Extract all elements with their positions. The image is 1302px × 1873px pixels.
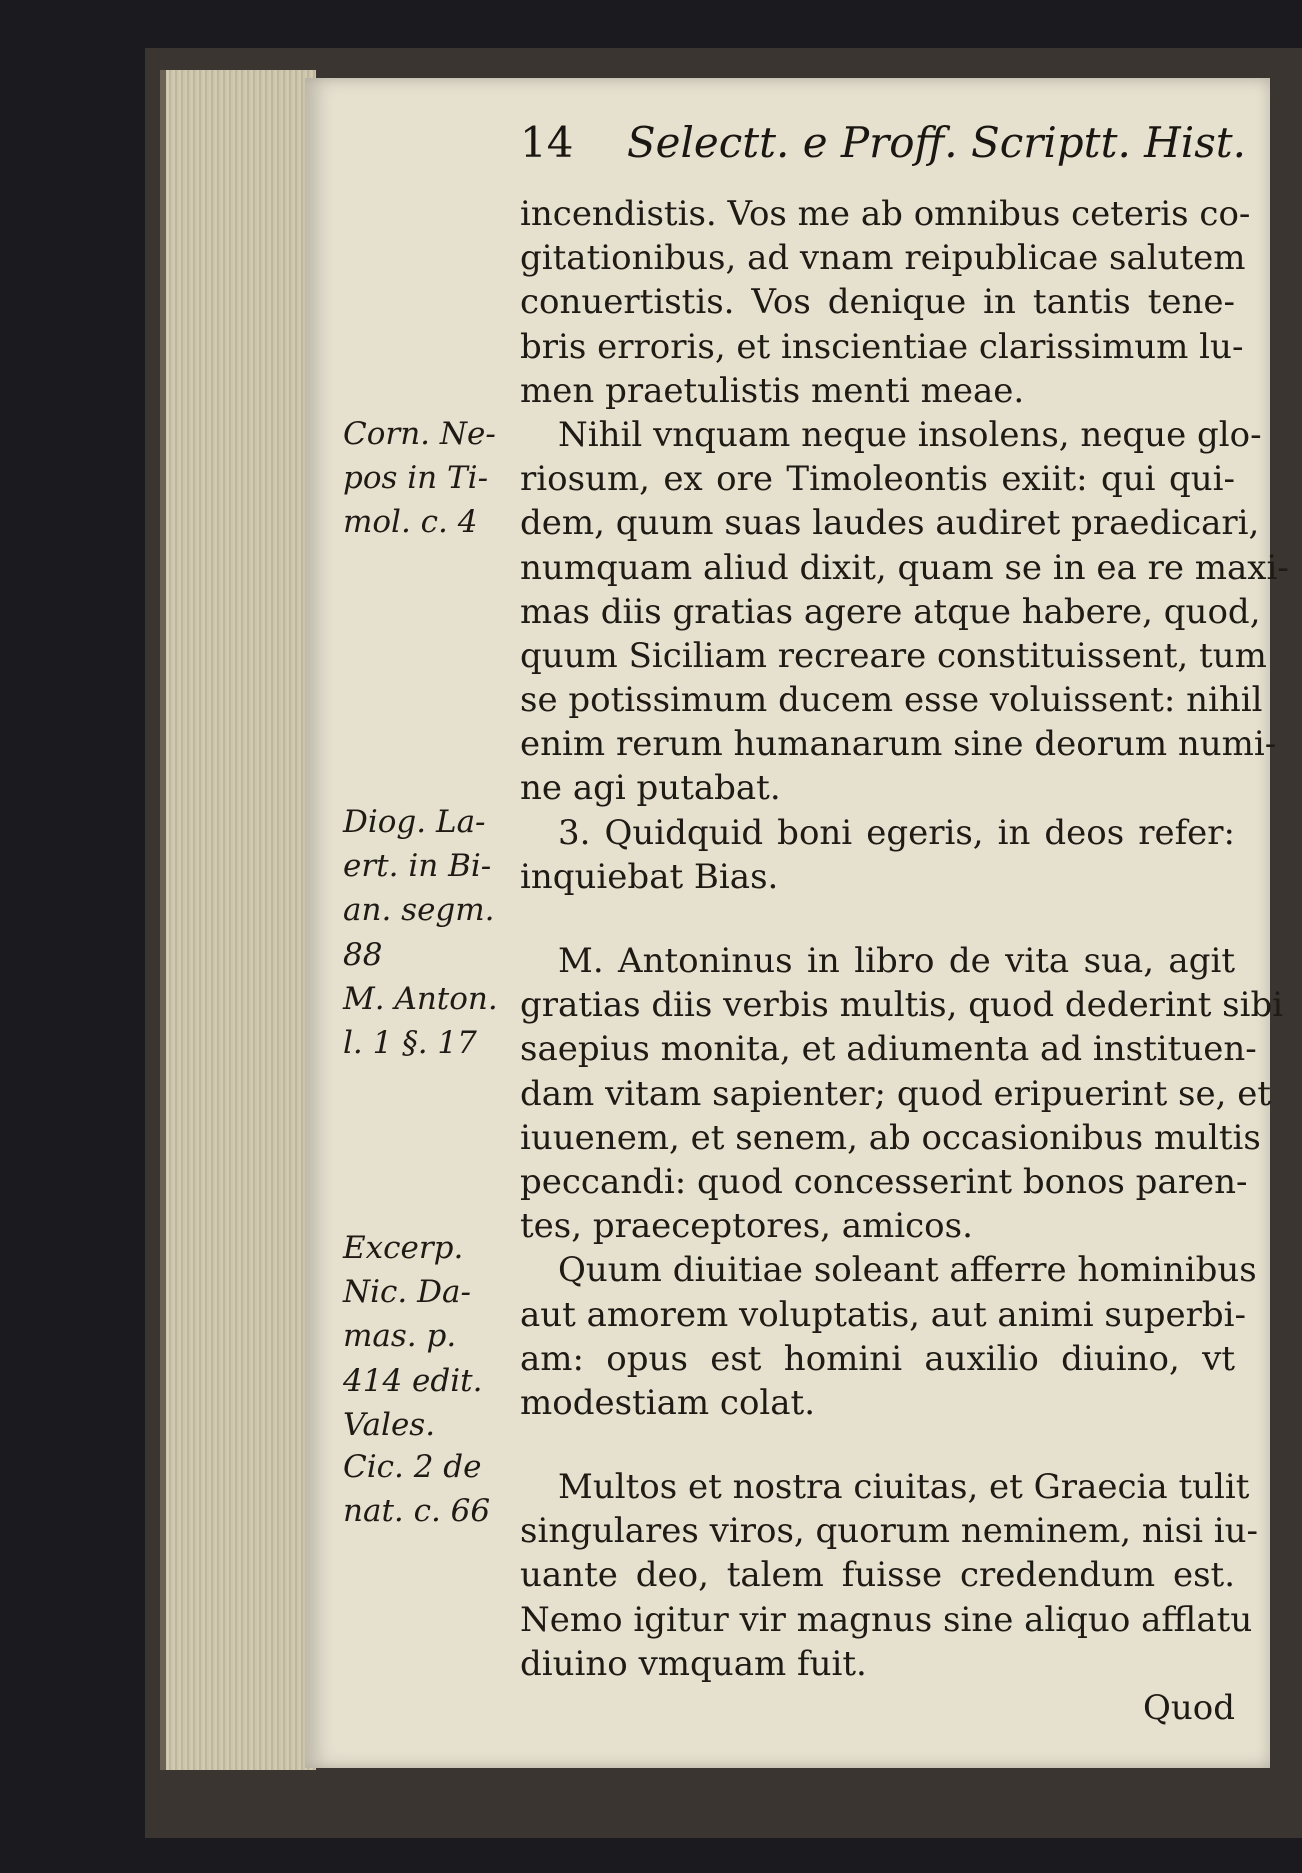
text-line: gratias diis verbis multis, quod dederint sibi — [520, 985, 1284, 1026]
main-text — [520, 192, 1289, 1730]
text-line: men praetulistis menti meae. — [520, 370, 1025, 411]
margin-note-line: nat. c. 66 — [343, 1493, 491, 1530]
text-line: incendistis. Vos me ab omnibus ceteris co- — [520, 194, 1251, 234]
margin-note-line: 414 edit. — [343, 1362, 483, 1399]
margin-note-line: an. segm. — [343, 892, 495, 929]
margin-note-line: l. 1 §. 17 — [343, 1025, 477, 1062]
margin-note-line: Diog. La- — [343, 804, 486, 840]
catchword: Quod — [1142, 1688, 1235, 1728]
margin-note — [343, 1445, 513, 1533]
text-line: Nihil vnquam neque insolens, neque glo- — [558, 414, 1262, 455]
margin-note-line: ert. in Bi- — [343, 848, 492, 885]
text-line: tes, praeceptores, amicos. — [520, 1206, 973, 1247]
running-header — [520, 118, 1246, 178]
text-line: quum Siciliam recreare constituissent, tum — [520, 635, 1267, 676]
margin-note-line: mas. p. — [343, 1318, 457, 1355]
text-line: dam vitam sapienter; quod eripuerint se, et — [520, 1073, 1272, 1114]
margin-note-line: Nic. Da- — [343, 1274, 471, 1311]
text-line: conuertistis. Vos denique in tantis tene- — [520, 282, 1235, 323]
text-line: diuino vmquam fuit. — [520, 1643, 867, 1684]
margin-note — [343, 800, 513, 977]
page-number: 14 — [520, 118, 574, 167]
text-line: iuuenem, et senem, ab occasionibus multis — [520, 1117, 1261, 1158]
margin-note — [343, 412, 513, 545]
text-line: Quum diuitiae soleant afferre hominibus — [558, 1250, 1257, 1291]
margin-note-line: Cic. 2 de — [343, 1449, 482, 1485]
margin-note — [343, 1226, 513, 1447]
text-line: Multos et nostra ciuitas, et Graecia tulit — [558, 1467, 1250, 1508]
text-line: 3. Quidquid boni egeris, in deos refer: — [558, 812, 1235, 853]
text-line: M. Antoninus in libro de vita sua, agit — [558, 941, 1235, 981]
margin-note-line: 88 — [343, 936, 383, 973]
text-line: inquiebat Bias. — [520, 856, 779, 897]
text-line: saepius monita, et adiumenta ad instituen- — [520, 1029, 1257, 1070]
text-line: bris erroris, et inscientiae clarissimum lu- — [520, 326, 1244, 367]
margin-note-line: Vales. — [343, 1406, 436, 1443]
text-line: gitationibus, ad vnam reipublicae salutem — [520, 238, 1246, 279]
margin-note-line: Corn. Ne- — [343, 416, 496, 452]
margin-note-line: mol. c. 4 — [343, 504, 478, 541]
text-line: Nemo igitur vir magnus sine aliquo afflatu — [520, 1599, 1253, 1640]
text-line: aut amorem voluptatis, aut animi superbi- — [520, 1294, 1247, 1335]
text-line: dem, quum suas laudes audiret praedicari, — [520, 503, 1260, 544]
text-line: enim rerum humanarum sine deorum numi- — [520, 724, 1277, 765]
margin-note — [343, 977, 513, 1065]
margin-note-line: M. Anton. — [343, 981, 498, 1017]
margin-note-line: pos in Ti- — [343, 460, 489, 497]
text-line: uante deo, talem fuisse credendum est. — [520, 1555, 1235, 1596]
text-line: numquam aliud dixit, quam se in ea re maxi- — [520, 547, 1289, 588]
text-line: riosum, ex ore Timoleontis exiit: qui qui- — [520, 459, 1235, 500]
text-line: se potissimum ducem esse voluissent: nihil — [520, 680, 1263, 721]
text-line: am: opus est homini auxilio diuino, vt — [520, 1338, 1235, 1379]
margin-note-line: Excerp. — [343, 1230, 464, 1266]
text-line: modestiam colat. — [520, 1382, 816, 1423]
text-line: mas diis gratias agere atque habere, quod, — [520, 591, 1261, 632]
running-title: Selectt. e Proff. Scriptt. Hist. — [626, 118, 1246, 167]
text-line: singulares viros, quorum neminem, nisi iu- — [520, 1511, 1259, 1552]
text-line: ne agi putabat. — [520, 768, 781, 809]
text-line: peccandi: quod concesserint bonos paren- — [520, 1161, 1248, 1202]
page-edges — [160, 70, 316, 1770]
